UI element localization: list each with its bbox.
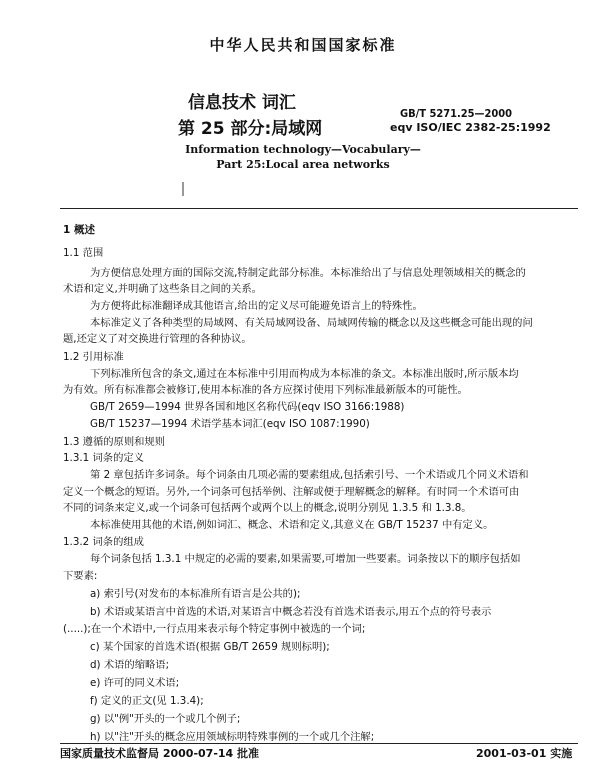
list-item: f) 定义的正文(见 1.3.4);: [90, 695, 204, 707]
paragraph-line: 为有效。所有标准都会被修订,使用本标准的各方应探讨使用下列标准最新版本的可能性。: [63, 384, 468, 396]
section-1-3-2-heading: 1.3.2 词条的组成: [63, 536, 144, 548]
effective-date: 2001-03-01 实施: [476, 747, 573, 760]
document-title-cn: 信息技术 词汇: [188, 93, 296, 113]
list-item: h) 以"注"开头的概念应用领域标明特殊事例的一个或几个注解;: [90, 731, 375, 743]
list-item: g) 以"例"开头的一个或几个例子;: [90, 713, 241, 725]
section-1-3-heading: 1.3 遵循的原则和规则: [63, 436, 166, 448]
section-1-3-1-heading: 1.3.1 词条的定义: [63, 452, 144, 464]
paragraph-line: 不同的词条来定义,或一个词条可包括两个或两个以上的概念,说明分别见 1.3.5 和 1.3.8。: [63, 502, 472, 514]
english-title: Information technology—Vocabulary—: [185, 143, 421, 156]
header-divider: [60, 208, 578, 209]
section-1-1-heading: 1.1 范围: [63, 247, 104, 259]
paragraph-line: 第 2 章包括许多词条。每个词条由几项必需的要素组成,包括索引号、一个术语或几个同义术语和: [90, 469, 529, 481]
list-item: c) 某个国家的首选术语(根据 GB/T 2659 规则标明);: [90, 641, 330, 653]
footer-divider: [60, 743, 578, 744]
reference-item: GB/T 2659—1994 世界各国和地区名称代码(eqv ISO 3166:1988): [90, 401, 405, 413]
paragraph-line: 本标准使用其他的术语,例如词汇、概念、术语和定义,其意义在 GB/T 15237 中有定义。: [90, 519, 494, 531]
reference-item: GB/T 15237—1994 术语学基本词汇(eqv ISO 1087:1990): [90, 418, 370, 430]
list-item: a) 索引号(对发布的本标准所有语言是公共的);: [90, 588, 301, 600]
paragraph-line: 题,还定义了对交换进行管理的各种协议。: [63, 333, 252, 345]
paragraph-line: 每个词条包括 1.3.1 中规定的必需的要素,如果需要,可增加一些要素。词条按以下的顺序包括如: [90, 553, 521, 565]
list-item: d) 术语的缩略语;: [90, 659, 170, 671]
section-1-2-heading: 1.2 引用标准: [63, 351, 124, 363]
list-item: b) 术语或某语言中首选的术语,对某语言中概念若没有首选术语表示,用五个点的符号表示: [90, 606, 492, 618]
paragraph-line: 本标准定义了各种类型的局域网、有关局域网设备、局域网传输的概念以及这些概念可能出现的问: [90, 317, 533, 329]
paragraph-line: 为方便将此标准翻译成其他语言,给出的定义尽可能避免语言上的特殊性。: [90, 300, 423, 312]
english-subtitle: Part 25:Local area networks: [216, 158, 390, 171]
paragraph-line: 术语和定义,并明确了这些条目之间的关系。: [63, 283, 262, 295]
standard-number: GB/T 5271.25—2000: [400, 107, 512, 120]
document-subtitle-cn: 第 25 部分:局域网: [178, 119, 323, 139]
paragraph-line: 定义一个概念的短语。另外,一个词条可包括举例、注解或便于理解概念的解释。有时同一个术语可由: [63, 486, 520, 498]
list-item-continuation: (.....);在一个术语中,一行点用来表示每个特定事例中被选的一个词;: [63, 623, 366, 635]
paragraph-line: 为方便信息处理方面的国际交流,特制定此部分标准。本标准给出了与信息处理领域相关的概念的: [90, 267, 526, 279]
equivalent-standard: eqv ISO/IEC 2382-25:1992: [390, 121, 551, 134]
paragraph-line: 下要素:: [63, 570, 98, 582]
print-mark: [182, 182, 184, 196]
approval-date: 国家质量技术监督局 2000-07-14 批准: [60, 747, 260, 760]
national-standard-heading: 中华人民共和国国家标准: [209, 36, 397, 54]
section-1-heading: 1 概述: [63, 224, 95, 236]
paragraph-line: 下列标准所包含的条文,通过在本标准中引用而构成为本标准的条文。本标准出版时,所示版本均: [90, 368, 519, 380]
list-item: e) 许可的同义术语;: [90, 677, 180, 689]
